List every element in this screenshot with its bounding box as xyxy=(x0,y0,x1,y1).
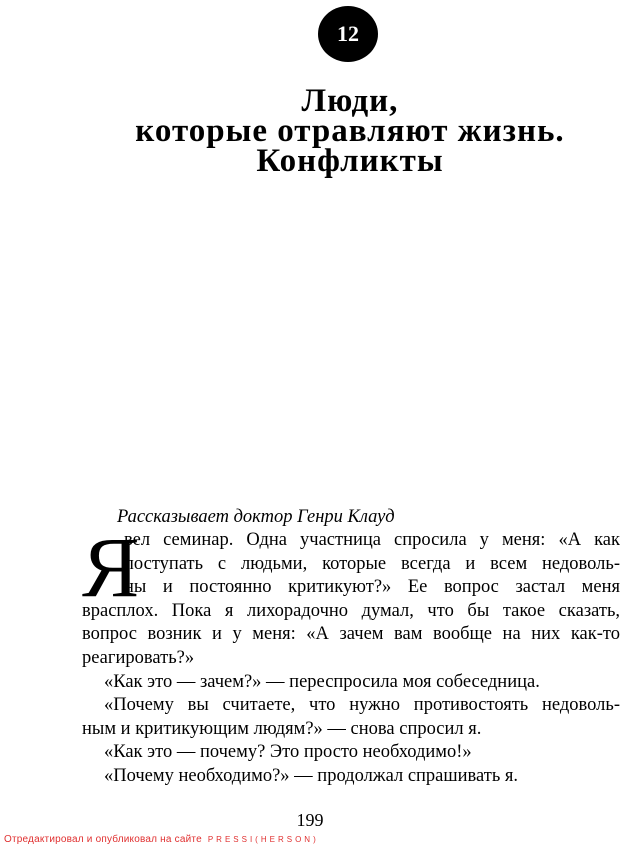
chapter-number: 12 xyxy=(337,21,359,46)
body-line: «Как это — почему? Это просто необходимо!» xyxy=(104,742,472,763)
chapter-number-badge xyxy=(318,6,378,62)
body-text xyxy=(82,519,620,789)
footer-credit xyxy=(4,834,319,845)
body-line: вел семинар. Одна участница спросила у меня: «А как xyxy=(124,530,620,550)
drop-cap: Я xyxy=(82,519,140,615)
body-line: «Почему необходимо?» — продолжал спрашивать я. xyxy=(104,765,519,786)
body-line: ны и постоянно критикуют?» Ее вопрос застал меня xyxy=(124,577,620,598)
body-line: врасплох. Пока я лихорадочно думал, что бы такое сказать, xyxy=(82,600,620,621)
page-number: 199 xyxy=(296,810,324,830)
body-line: вопрос возник и у меня: «А зачем вам вообще на них как-то xyxy=(82,624,620,645)
body-line: реагировать?» xyxy=(82,647,195,668)
chapter-title xyxy=(80,83,620,179)
body-line: «Как это — зачем?» — переспросила моя собеседница. xyxy=(104,671,540,692)
footer-site-name[interactable]: PRESSI(HERSON) xyxy=(207,835,319,844)
chapter-title-line: Конфликты xyxy=(256,143,444,179)
footer-credit-text: Отредактировал и опубликовал на сайте xyxy=(4,834,202,845)
body-line: «Почему вы считаете, что нужно противостоять недоволь- xyxy=(104,695,620,716)
chapter-title-line: Люди, xyxy=(301,83,399,119)
body-line: ным и критикующим людям?» — снова спросил я. xyxy=(82,718,482,739)
narrator-attribution: Рассказывает доктор Генри Клауд xyxy=(117,507,395,527)
chapter-title-line: которые отравляют жизнь. xyxy=(135,113,565,149)
body-line: поступать с людьми, которые всегда и всем недоволь- xyxy=(124,553,620,574)
